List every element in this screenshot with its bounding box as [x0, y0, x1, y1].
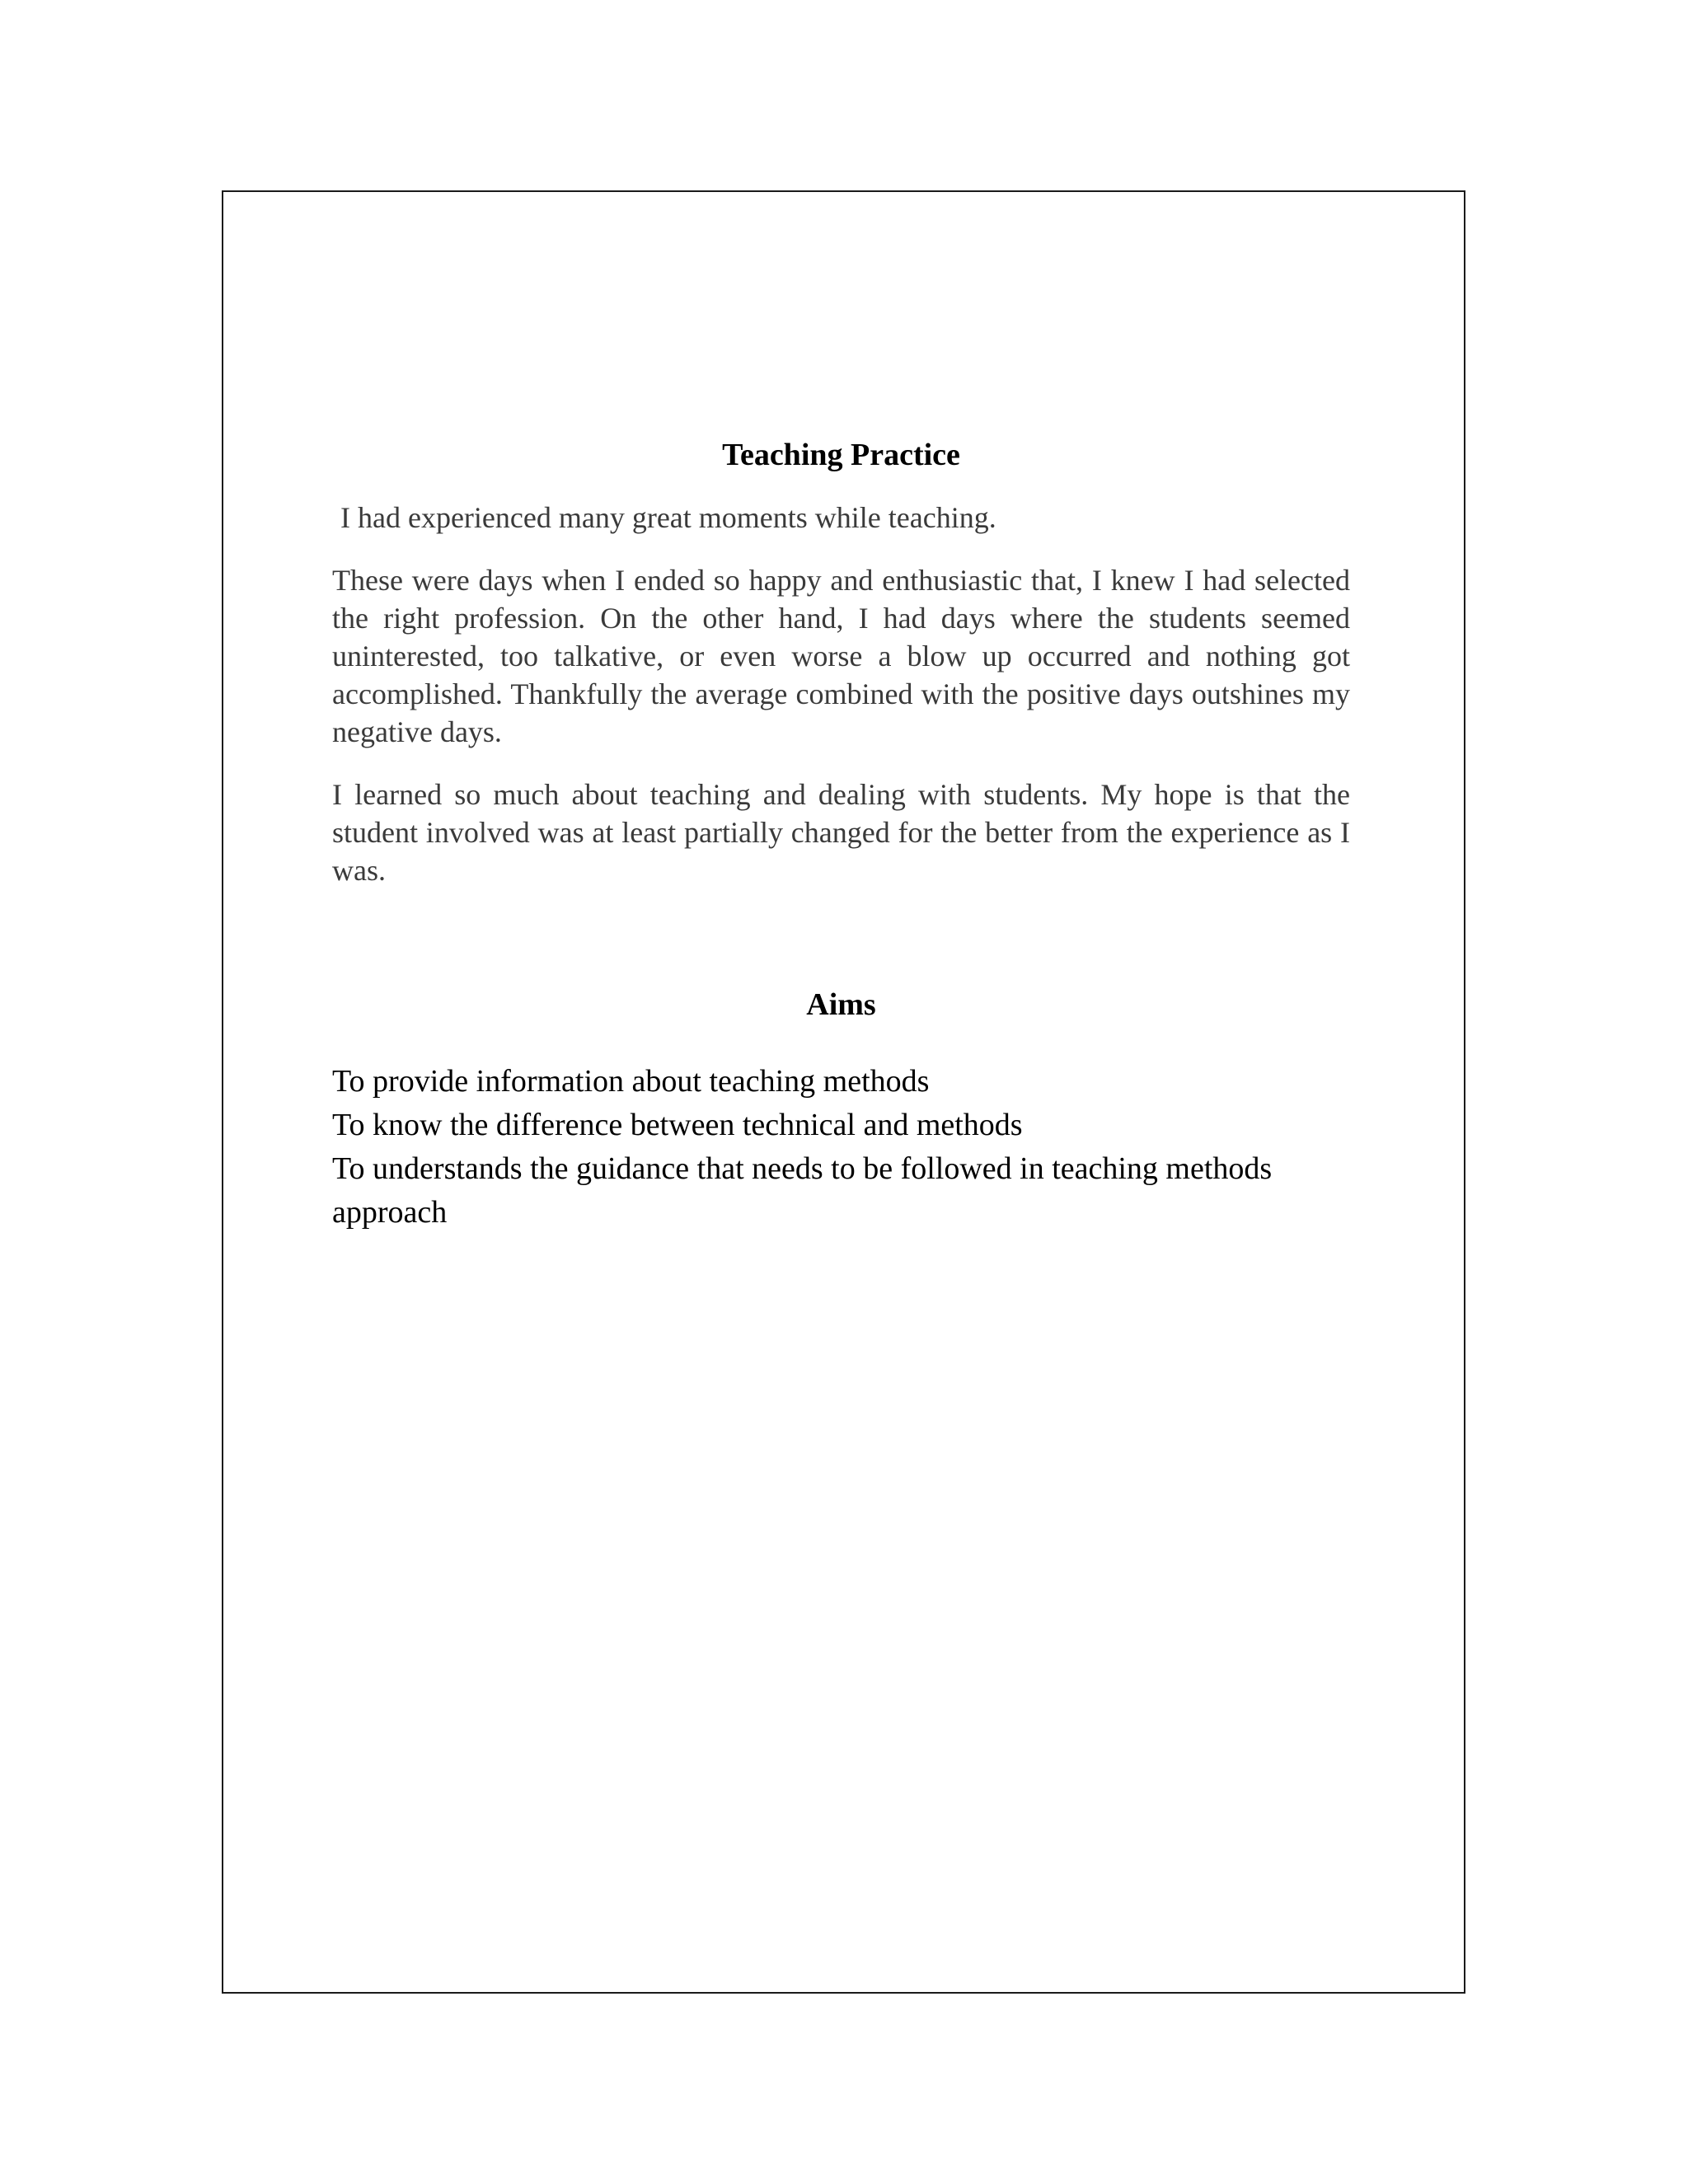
aim-item: To understands the guidance that needs to be followed in teaching methods approach [332, 1151, 1273, 1230]
paragraph-experience: These were days when I ended so happy and enthusiastic that, I knew I had selected the right profession. On the other hand, I had days where the students seemed uninterested, too talkative, or even worse a blow up occurred and nothing got accomplished. Thankfully the average combined with the positive days outshines my negative days. [332, 563, 1350, 748]
section-title-aims: Aims [806, 987, 876, 1022]
paragraph-learning: I learned so much about teaching and dealing with students. My hope is that the student involved was at least partially changed for the better from the experience as I was. [332, 777, 1350, 887]
aims-list [332, 1060, 1350, 1235]
document-body [332, 437, 1350, 1235]
section-title-teaching-practice: Teaching Practice [722, 438, 960, 472]
aim-item: To know the difference between technical and methods [332, 1108, 1023, 1143]
aim-item: To provide information about teaching methods [332, 1064, 930, 1099]
intro-sentence: I had experienced many great moments while teaching. [340, 500, 996, 534]
